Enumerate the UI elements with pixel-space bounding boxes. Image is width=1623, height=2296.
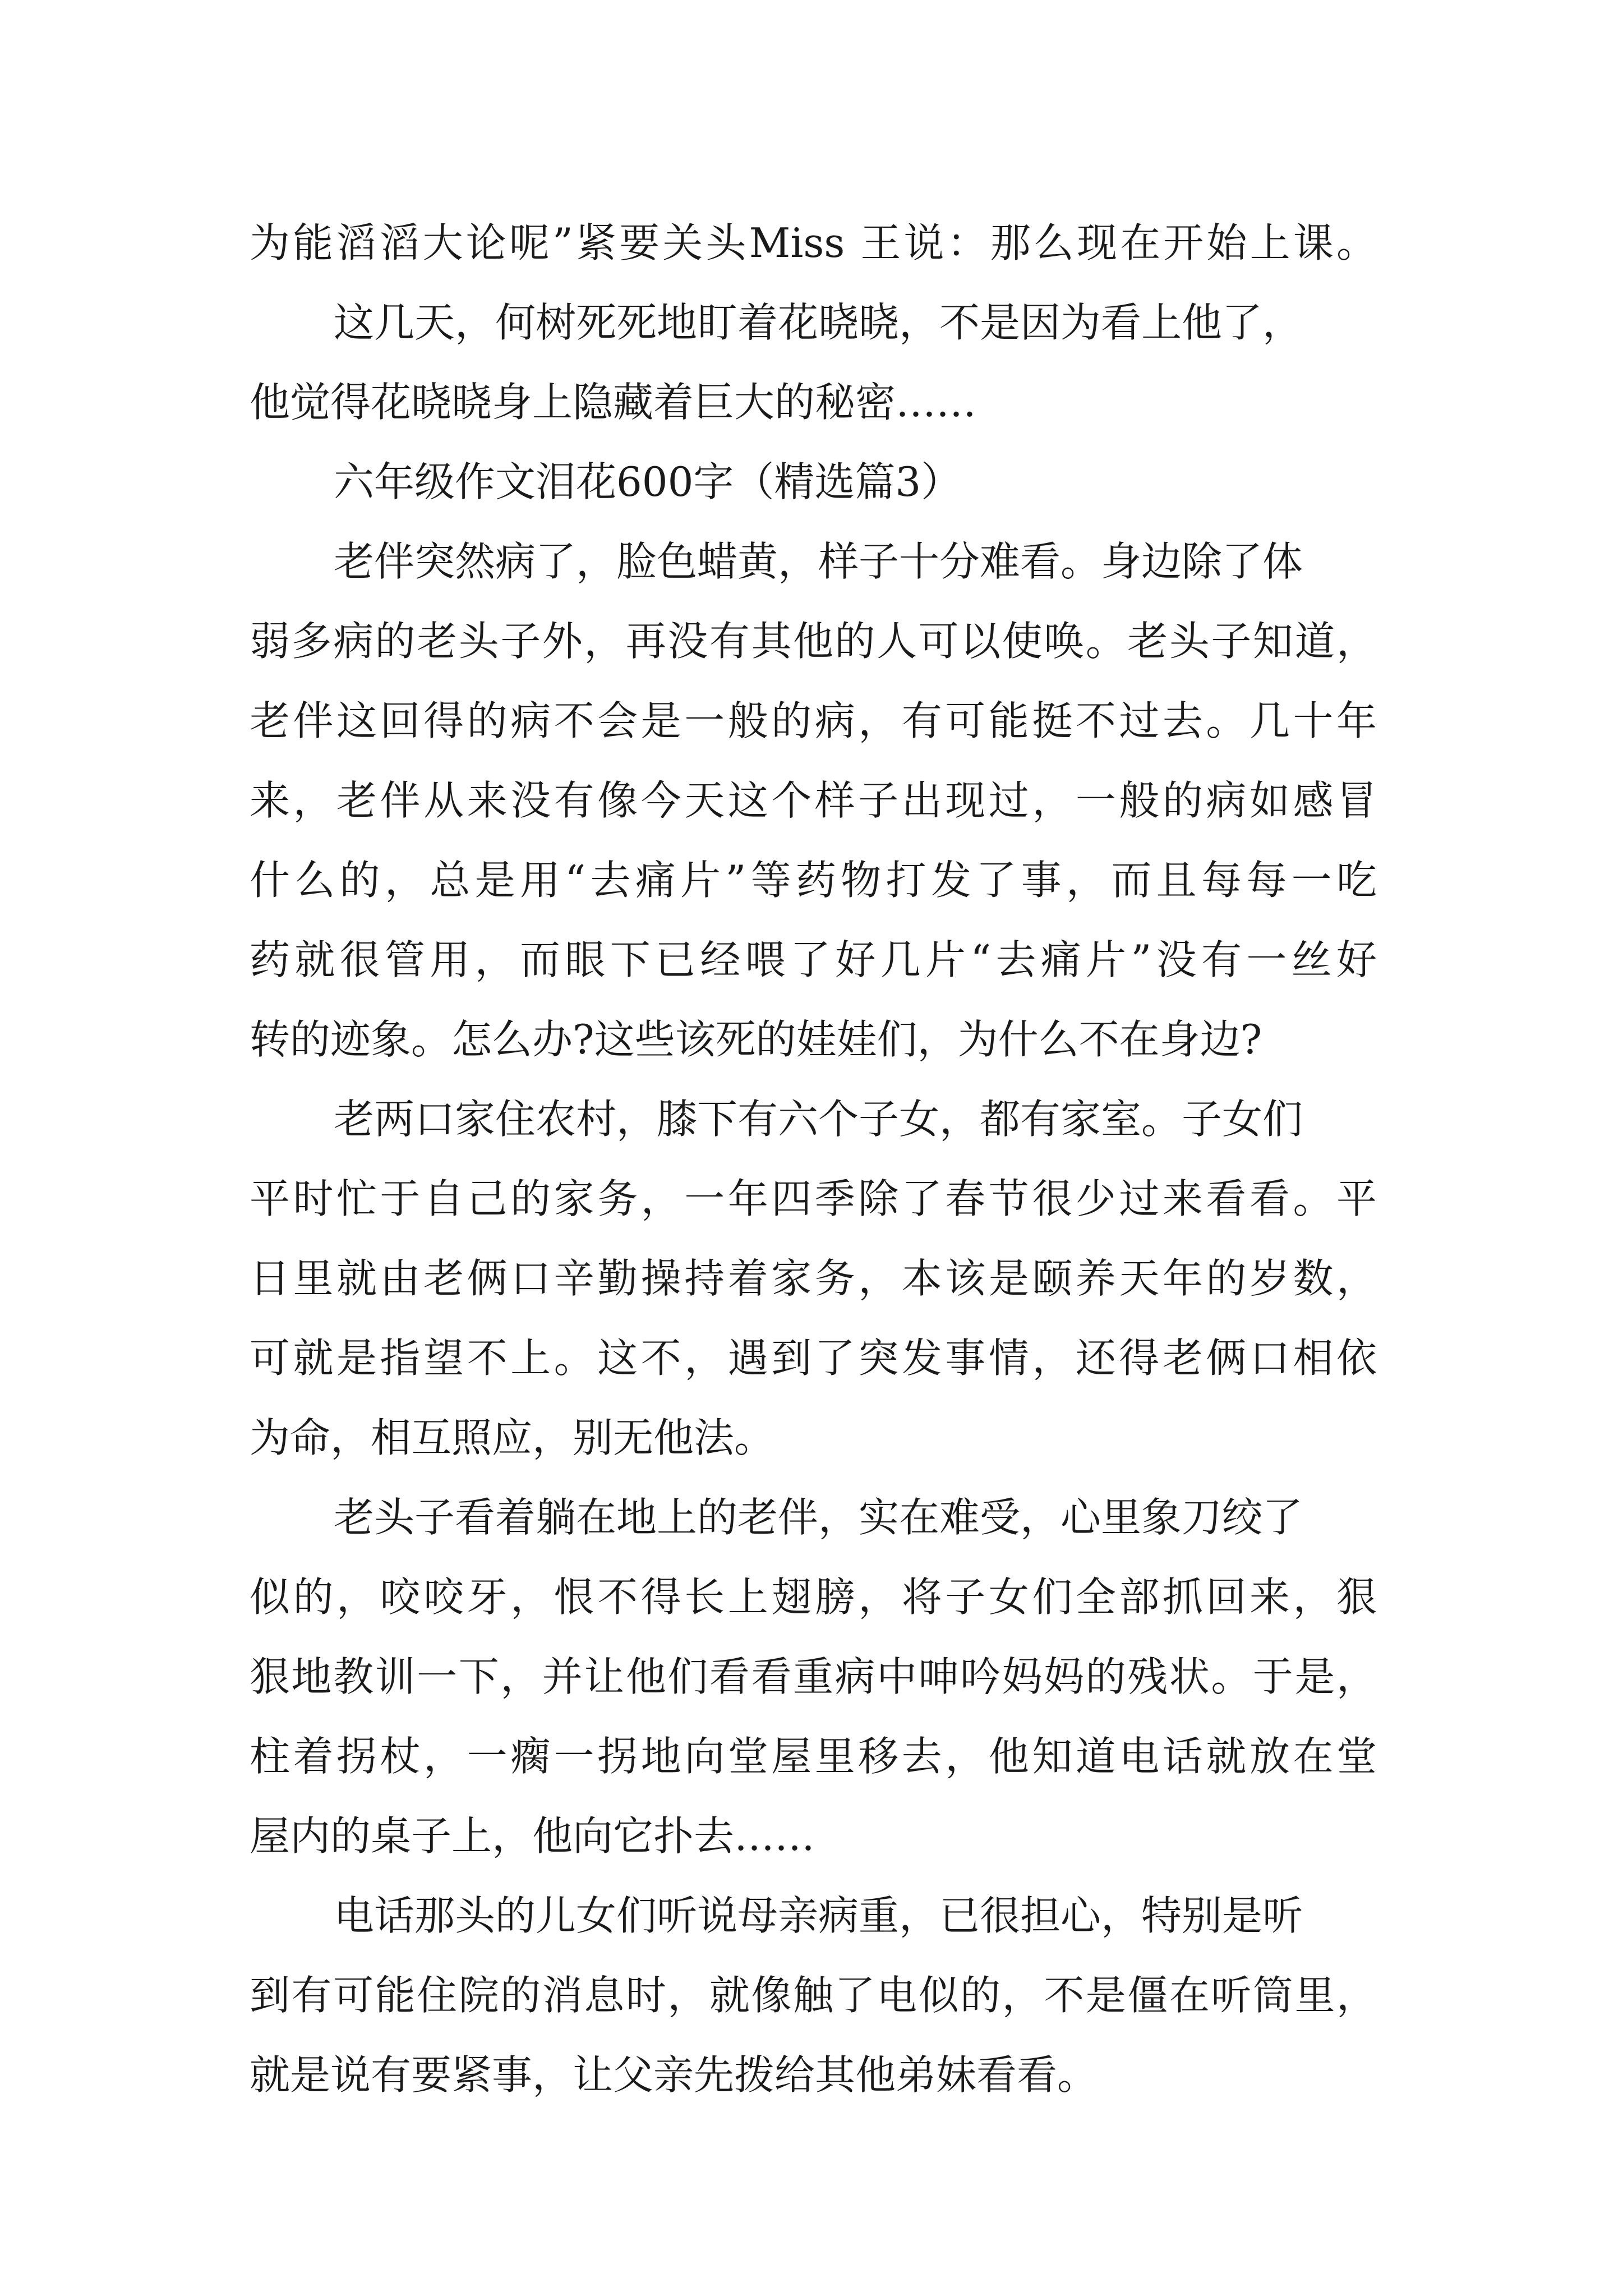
text-line: 药就很管用，而眼下已经喂了好几片“去痛片”没有一丝好 [250,936,1377,983]
document-body [250,203,1377,2115]
text-line: 什么的，总是用“去痛片”等药物打发了事，而且每每一吃 [250,857,1377,904]
text-line: 似的，咬咬牙，恨不得长上翅膀，将子女们全部抓回来，狠 [250,1573,1377,1621]
text-line: 到有可能住院的消息时，就像触了电似的，不是僵在听筒里， [250,1972,1377,2019]
paragraph-first-line: 这几天，何树死死地盯着花晓晓，不是因为看上他了， [334,299,1303,346]
text-line: 转的迹象。怎么办?这些该死的娃娃们，为什么不在身边? [250,1016,1262,1063]
text-line: 柱着拐杖，一瘸一拐地向堂屋里移去，他知道电话就放在堂 [250,1733,1377,1780]
text-line: 狠地教训一下，并让他们看看重病中呻吟妈妈的残状。于是， [250,1653,1377,1700]
paragraph-first-line: 老头子看着躺在地上的老伴，实在难受，心里象刀绞了 [334,1494,1303,1541]
text-line: 平时忙于自己的家务，一年四季除了春节很少过来看看。平 [250,1175,1377,1222]
text-line: 屋内的桌子上，他向它扑去…… [250,1812,815,1860]
paragraph-first-line: 电话那头的儿女们听说母亲病重，已很担心，特别是听 [334,1892,1303,1939]
paragraph-first-line: 老两口家住农村，膝下有六个子女，都有家室。子女们 [334,1096,1303,1143]
text-line: 就是说有要紧事，让父亲先拨给其他弟妹看看。 [250,2051,1098,2099]
text-line: 他觉得花晓晓身上隐藏着巨大的秘密…… [250,379,977,426]
text-line: 可就是指望不上。这不，遇到了突发事情，还得老俩口相依 [250,1335,1377,1382]
paragraph-first-line: 老伴突然病了，脸色蜡黄，样子十分难看。身边除了体 [334,538,1303,585]
text-line: 为能滔滔大论呢”紧要关头Miss 王说：那么现在开始上课。 [250,219,1377,266]
text-line: 老伴这回得的病不会是一般的病，有可能挺不过去。几十年 [250,697,1377,744]
section-heading: 六年级作文泪花600字（精选篇3） [334,458,962,505]
text-line: 弱多病的老头子外，再没有其他的人可以使唤。老头子知道， [250,618,1377,665]
text-line: 来，老伴从来没有像今天这个样子出现过，一般的病如感冒 [250,777,1377,824]
text-line: 日里就由老俩口辛勤操持着家务，本该是颐养天年的岁数， [250,1255,1377,1302]
text-line: 为命，相互照应，别无他法。 [250,1414,775,1461]
